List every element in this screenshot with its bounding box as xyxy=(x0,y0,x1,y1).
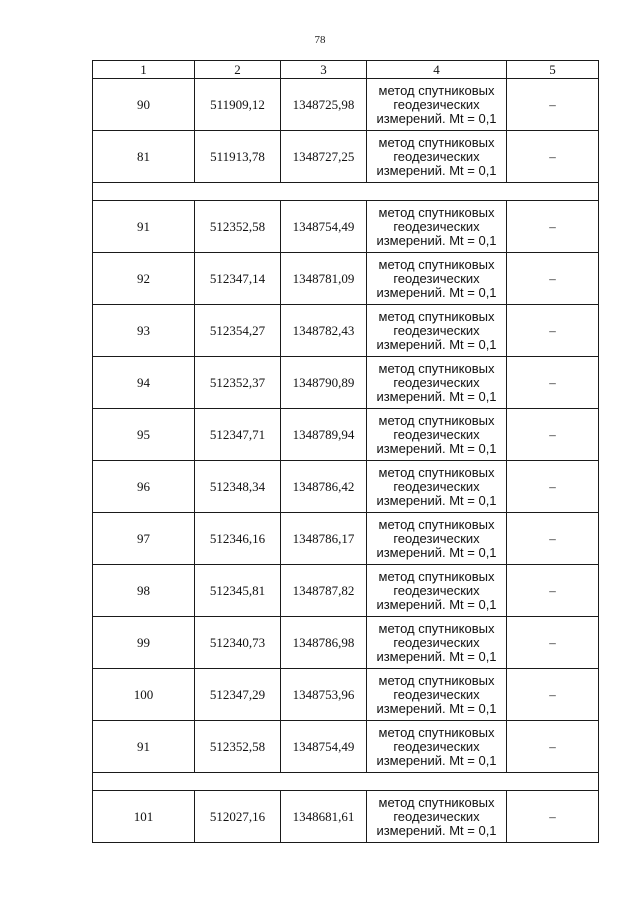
method-line: геодезических xyxy=(393,478,480,494)
method-line: геодезических xyxy=(393,530,480,546)
point-number: 96 xyxy=(93,461,195,513)
coordinate-y: 1348681,61 xyxy=(281,791,367,843)
point-number: 93 xyxy=(93,305,195,357)
method-line: измерений. Mt = 0,1 xyxy=(376,596,497,612)
table-row xyxy=(93,79,599,131)
method-line: метод спутниковых xyxy=(378,672,495,688)
method-line: измерений. Mt = 0,1 xyxy=(376,284,497,300)
table-body xyxy=(93,61,599,843)
point-number: 90 xyxy=(93,79,195,131)
method-line: метод спутниковых xyxy=(378,620,495,636)
dash-cell: – xyxy=(507,79,599,131)
table-row xyxy=(93,617,599,669)
method-line: метод спутниковых xyxy=(378,568,495,584)
method-cell xyxy=(367,131,507,183)
method-line: метод спутниковых xyxy=(378,134,495,150)
method-cell xyxy=(367,253,507,305)
coordinate-x: 512354,27 xyxy=(195,305,281,357)
coordinate-x: 512345,81 xyxy=(195,565,281,617)
column-header: 1 xyxy=(93,61,195,79)
table-row xyxy=(93,253,599,305)
point-number: 101 xyxy=(93,791,195,843)
dash-cell: – xyxy=(507,565,599,617)
coordinate-y: 1348754,49 xyxy=(281,721,367,773)
method-line: измерений. Mt = 0,1 xyxy=(376,822,497,838)
method-cell xyxy=(367,79,507,131)
method-line: геодезических xyxy=(393,582,480,598)
coordinate-x: 512027,16 xyxy=(195,791,281,843)
coordinate-y: 1348781,09 xyxy=(281,253,367,305)
separator-row xyxy=(93,183,599,201)
separator-row xyxy=(93,773,599,791)
point-number: 81 xyxy=(93,131,195,183)
point-number: 94 xyxy=(93,357,195,409)
column-header: 3 xyxy=(281,61,367,79)
coordinate-y: 1348754,49 xyxy=(281,201,367,253)
table-row xyxy=(93,721,599,773)
coordinate-x: 511913,78 xyxy=(195,131,281,183)
method-line: геодезических xyxy=(393,148,480,164)
dash-cell: – xyxy=(507,791,599,843)
method-cell xyxy=(367,617,507,669)
method-line: геодезических xyxy=(393,218,480,234)
method-line: измерений. Mt = 0,1 xyxy=(376,440,497,456)
method-cell xyxy=(367,669,507,721)
method-line: измерений. Mt = 0,1 xyxy=(376,388,497,404)
table-row xyxy=(93,357,599,409)
point-number: 92 xyxy=(93,253,195,305)
table-row xyxy=(93,513,599,565)
method-cell xyxy=(367,513,507,565)
method-line: измерений. Mt = 0,1 xyxy=(376,336,497,352)
coordinate-y: 1348727,25 xyxy=(281,131,367,183)
page-number: 78 xyxy=(314,34,326,46)
method-line: метод спутниковых xyxy=(378,308,495,324)
coordinate-y: 1348782,43 xyxy=(281,305,367,357)
method-cell xyxy=(367,461,507,513)
dash-cell: – xyxy=(507,669,599,721)
method-line: метод спутниковых xyxy=(378,516,495,532)
method-line: геодезических xyxy=(393,374,480,390)
table-row xyxy=(93,565,599,617)
point-number: 99 xyxy=(93,617,195,669)
coordinate-y: 1348789,94 xyxy=(281,409,367,461)
method-cell xyxy=(367,791,507,843)
method-cell xyxy=(367,305,507,357)
header-row xyxy=(93,61,599,79)
method-line: геодезических xyxy=(393,270,480,286)
coordinate-x: 512340,73 xyxy=(195,617,281,669)
dash-cell: – xyxy=(507,201,599,253)
dash-cell: – xyxy=(507,357,599,409)
point-number: 95 xyxy=(93,409,195,461)
table-row xyxy=(93,305,599,357)
method-line: измерений. Mt = 0,1 xyxy=(376,648,497,664)
dash-cell: – xyxy=(507,131,599,183)
coordinate-x: 512352,58 xyxy=(195,721,281,773)
dash-cell: – xyxy=(507,721,599,773)
method-line: измерений. Mt = 0,1 xyxy=(376,752,497,768)
method-cell xyxy=(367,201,507,253)
coordinate-x: 512347,14 xyxy=(195,253,281,305)
method-line: метод спутниковых xyxy=(378,412,495,428)
coordinate-y: 1348753,96 xyxy=(281,669,367,721)
dash-cell: – xyxy=(507,461,599,513)
method-cell xyxy=(367,409,507,461)
method-line: геодезических xyxy=(393,634,480,650)
method-line: геодезических xyxy=(393,738,480,754)
point-number: 98 xyxy=(93,565,195,617)
method-line: метод спутниковых xyxy=(378,724,495,740)
method-line: измерений. Mt = 0,1 xyxy=(376,492,497,508)
coordinate-x: 511909,12 xyxy=(195,79,281,131)
table-row xyxy=(93,461,599,513)
coordinate-y: 1348790,89 xyxy=(281,357,367,409)
method-line: измерений. Mt = 0,1 xyxy=(376,162,497,178)
method-line: геодезических xyxy=(393,322,480,338)
dash-cell: – xyxy=(507,253,599,305)
coordinate-x: 512348,34 xyxy=(195,461,281,513)
coordinate-y: 1348787,82 xyxy=(281,565,367,617)
method-line: измерений. Mt = 0,1 xyxy=(376,110,497,126)
method-line: геодезических xyxy=(393,426,480,442)
method-line: измерений. Mt = 0,1 xyxy=(376,700,497,716)
method-line: измерений. Mt = 0,1 xyxy=(376,544,497,560)
method-cell xyxy=(367,721,507,773)
dash-cell: – xyxy=(507,409,599,461)
coordinate-y: 1348786,17 xyxy=(281,513,367,565)
table-row xyxy=(93,131,599,183)
method-line: метод спутниковых xyxy=(378,360,495,376)
coordinate-y: 1348725,98 xyxy=(281,79,367,131)
coordinate-y: 1348786,42 xyxy=(281,461,367,513)
method-line: метод спутниковых xyxy=(378,794,495,810)
method-line: метод спутниковых xyxy=(378,204,495,220)
separator-cell xyxy=(93,183,599,201)
coordinate-x: 512352,58 xyxy=(195,201,281,253)
point-number: 91 xyxy=(93,201,195,253)
table-row xyxy=(93,669,599,721)
table-row xyxy=(93,791,599,843)
coordinate-y: 1348786,98 xyxy=(281,617,367,669)
table-row xyxy=(93,201,599,253)
dash-cell: – xyxy=(507,513,599,565)
coordinate-x: 512346,16 xyxy=(195,513,281,565)
column-header: 5 xyxy=(507,61,599,79)
method-line: метод спутниковых xyxy=(378,464,495,480)
point-number: 97 xyxy=(93,513,195,565)
table-row xyxy=(93,409,599,461)
method-line: метод спутниковых xyxy=(378,256,495,272)
point-number: 100 xyxy=(93,669,195,721)
method-line: измерений. Mt = 0,1 xyxy=(376,232,497,248)
method-line: геодезических xyxy=(393,808,480,824)
column-header: 2 xyxy=(195,61,281,79)
column-header: 4 xyxy=(367,61,507,79)
dash-cell: – xyxy=(507,617,599,669)
method-line: метод спутниковых xyxy=(378,82,495,98)
coordinates-table xyxy=(92,60,599,843)
method-line: геодезических xyxy=(393,96,480,112)
separator-cell xyxy=(93,773,599,791)
dash-cell: – xyxy=(507,305,599,357)
method-line: геодезических xyxy=(393,686,480,702)
coordinate-x: 512347,29 xyxy=(195,669,281,721)
method-cell xyxy=(367,565,507,617)
coordinate-x: 512352,37 xyxy=(195,357,281,409)
point-number: 91 xyxy=(93,721,195,773)
coordinate-x: 512347,71 xyxy=(195,409,281,461)
method-cell xyxy=(367,357,507,409)
